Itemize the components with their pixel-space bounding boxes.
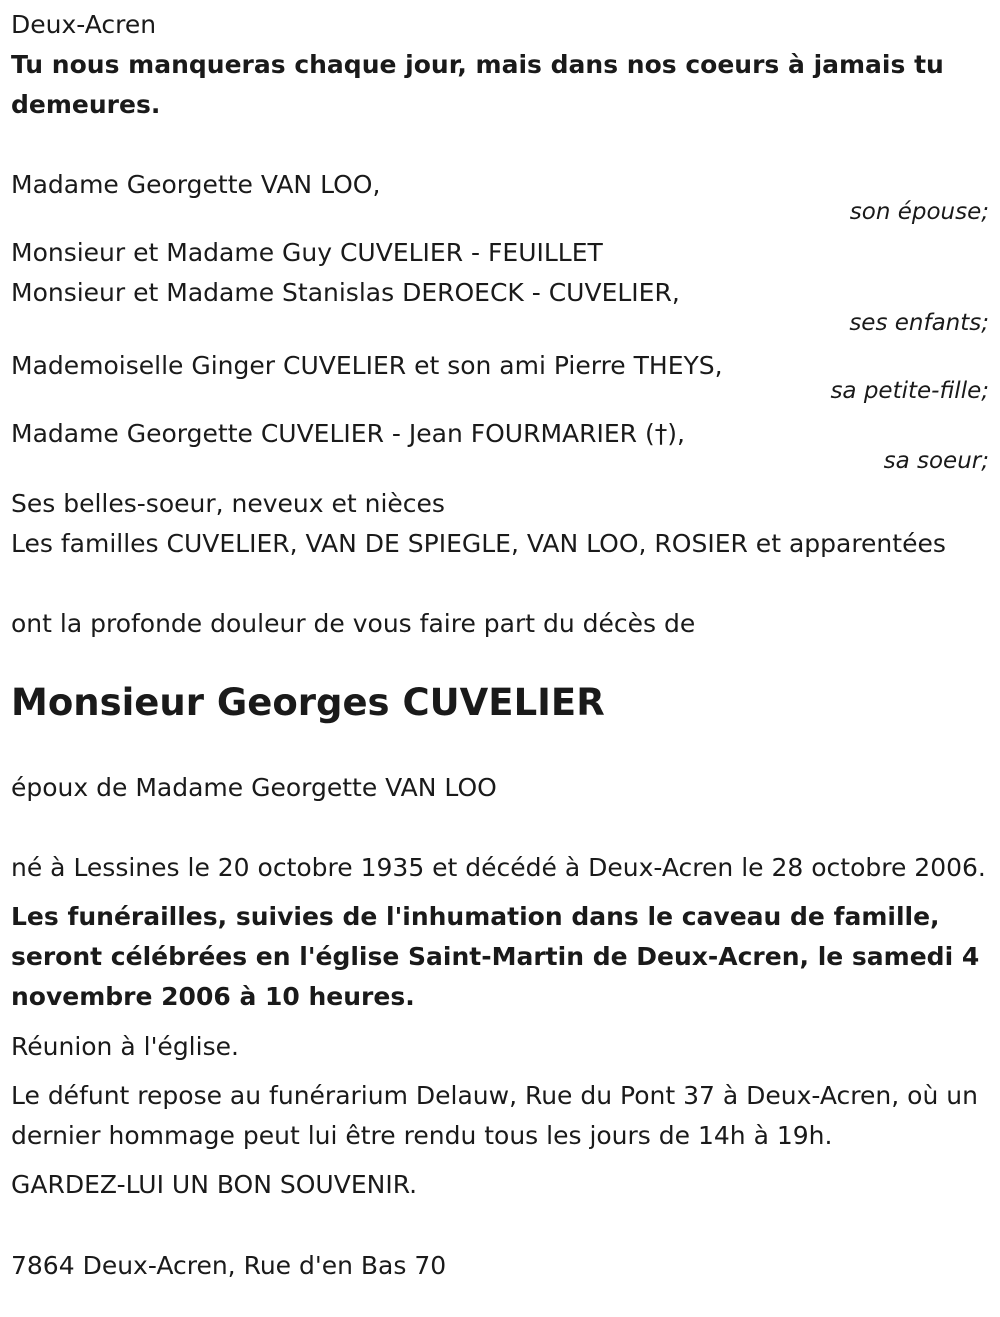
farewell-line: GARDEZ-LUI UN BON SOUVENIR. [11,1170,418,1199]
spouse-role: son épouse; [849,199,989,225]
spacer [11,564,989,604]
granddaughter-role: sa petite-fille; [830,378,989,404]
announcement-line: ont la profonde douleur de vous faire part du décès de [11,609,696,638]
in-laws-line: Ses belles-soeur, neveux et nièces [11,489,445,518]
spacer [11,125,989,165]
child-line-2: Monsieur et Madame Stanislas DEROECK - CUVELIER, [11,278,680,307]
children-role: ses enfants; [849,310,989,336]
rest-line: Le défunt repose au funérarium Delauw, Rue du Pont 37 à Deux-Acren, où un dernier hommage peut lui être rendu tous les jours de 14h à 19h. [11,1081,978,1150]
sister-role: sa soeur; [883,448,989,474]
birth-death-line: né à Lessines le 20 octobre 1935 et décédé à Deux-Acren le 28 octobre 2006. [11,853,986,882]
families-line: Les familles CUVELIER, VAN DE SPIEGLE, VAN LOO, ROSIER et apparentées [11,529,946,558]
granddaughter-line: Mademoiselle Ginger CUVELIER et son ami Pierre THEYS, [11,351,723,380]
meeting-line: Réunion à l'église. [11,1032,239,1061]
deceased-name: Monsieur Georges CUVELIER [11,681,605,724]
obituary-notice [11,0,989,1286]
child-line-1: Monsieur et Madame Guy CUVELIER - FEUILLET [11,238,603,267]
location-heading: Deux-Acren [11,10,157,39]
spouse-of-line: époux de Madame Georgette VAN LOO [11,773,497,802]
funeral-details: Les funérailles, suivies de l'inhumation dans le caveau de famille, seront célébrées en l'église Saint-Martin de Deux-Acren, le samedi 4 novembre 2006 à 10 heures. [11,902,980,1011]
spouse-line: Madame Georgette VAN LOO, [11,170,381,199]
sister-line: Madame Georgette CUVELIER - Jean FOURMARIER (†), [11,419,685,448]
address-line: 7864 Deux-Acren, Rue d'en Bas 70 [11,1251,447,1280]
memorial-quote: Tu nous manqueras chaque jour, mais dans nos coeurs à jamais tu demeures. [11,50,944,119]
